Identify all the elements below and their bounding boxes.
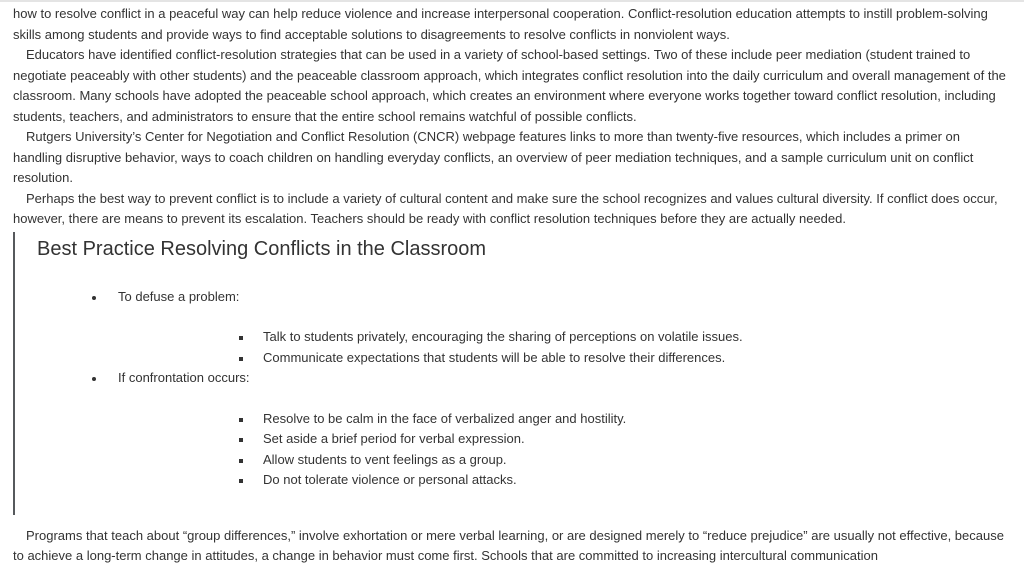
practice-item [118,450,1011,471]
practice-group-list [37,287,1011,491]
group-heading: If confrontation occurs: [118,370,250,385]
group-heading: To defuse a problem: [118,288,240,304]
practice-item-text: Communicate expectations that students will be able to resolve their differences. [263,349,726,365]
bullet-square-icon [239,459,243,463]
practice-item-text: Resolve to be calm in the face of verbalized anger and hostility. [263,410,627,426]
bullet-square-icon [239,438,243,442]
intro-paragraph-3: Rutgers University’s Center for Negotiation and Conflict Resolution (CNCR) webpage features links to more than twenty-five resources, which includes a primer on handling disruptive behavior, ways to coach children on handling everyday conflicts, an overview of peer mediation techniques, and a sample curriculum unit on conflict resolution. [13,129,974,185]
closing-paragraph: Programs that teach about “group differences,” involve exhortation or mere verbal learning, or are designed merely to “reduce prejudice” are usually not effective, because to achieve a long-term change in attitudes, a change in behavior must come first. Schools that are committed to increasing intercultural communication [13,527,1004,563]
practice-item-text: Do not tolerate violence or personal attacks. [263,472,517,487]
bullet-disc-icon [92,296,96,300]
intro-paragraph-1: how to resolve conflict in a peaceful way can help reduce violence and increase interpersonal cooperation. Conflict-resolution education attempts to instill problem-solving skills among students and provide ways to find acceptable solutions to disagreements to resolve conflicts in nonviolent ways. [13,6,988,42]
bullet-square-icon [239,336,243,340]
bullet-square-icon [239,479,243,483]
best-practice-callout [13,232,1011,515]
practice-group-defuse [37,287,1011,369]
practice-item [118,409,1011,430]
callout-title: Best Practice Resolving Conflicts in the Classroom [37,237,487,260]
practice-group-confrontation [37,368,1011,491]
practice-item [118,429,1011,450]
practice-item-list [118,327,1011,368]
article-body [13,4,1011,567]
bullet-square-icon [239,357,243,361]
practice-item-list [118,409,1011,491]
bullet-disc-icon [92,377,96,381]
practice-item-text: Set aside a brief period for verbal expression. [263,431,525,446]
intro-paragraph-2: Educators have identified conflict-resolution strategies that can be used in a variety of school-based settings. Two of these include peer mediation (student trained to negotiate peaceably with other students) and the peaceable classroom approach, which integrates conflict resolution into the daily curriculum and overall management of the classroom. Many schools have adopted the peaceable school approach, which creates an environment where everyone works together toward conflict resolution, including students, teachers, and administrators to ensure that the entire school remains watchful of possible conflicts. [13,47,1006,124]
practice-item-text: Allow students to vent feelings as a group. [263,451,507,467]
bullet-square-icon [239,418,243,422]
practice-item-text: Talk to students privately, encouraging the sharing of perceptions on volatile issues. [263,329,743,344]
practice-item [118,470,1011,491]
practice-item [118,348,1011,369]
practice-item [118,327,1011,348]
intro-paragraph-4: Perhaps the best way to prevent conflict is to include a variety of cultural content and make sure the school recognizes and values cultural diversity. If conflict does occur, however, there are means to prevent its escalation. Teachers should be ready with conflict resolution techniques before they are actually needed. [13,190,998,226]
top-divider [0,0,1024,2]
